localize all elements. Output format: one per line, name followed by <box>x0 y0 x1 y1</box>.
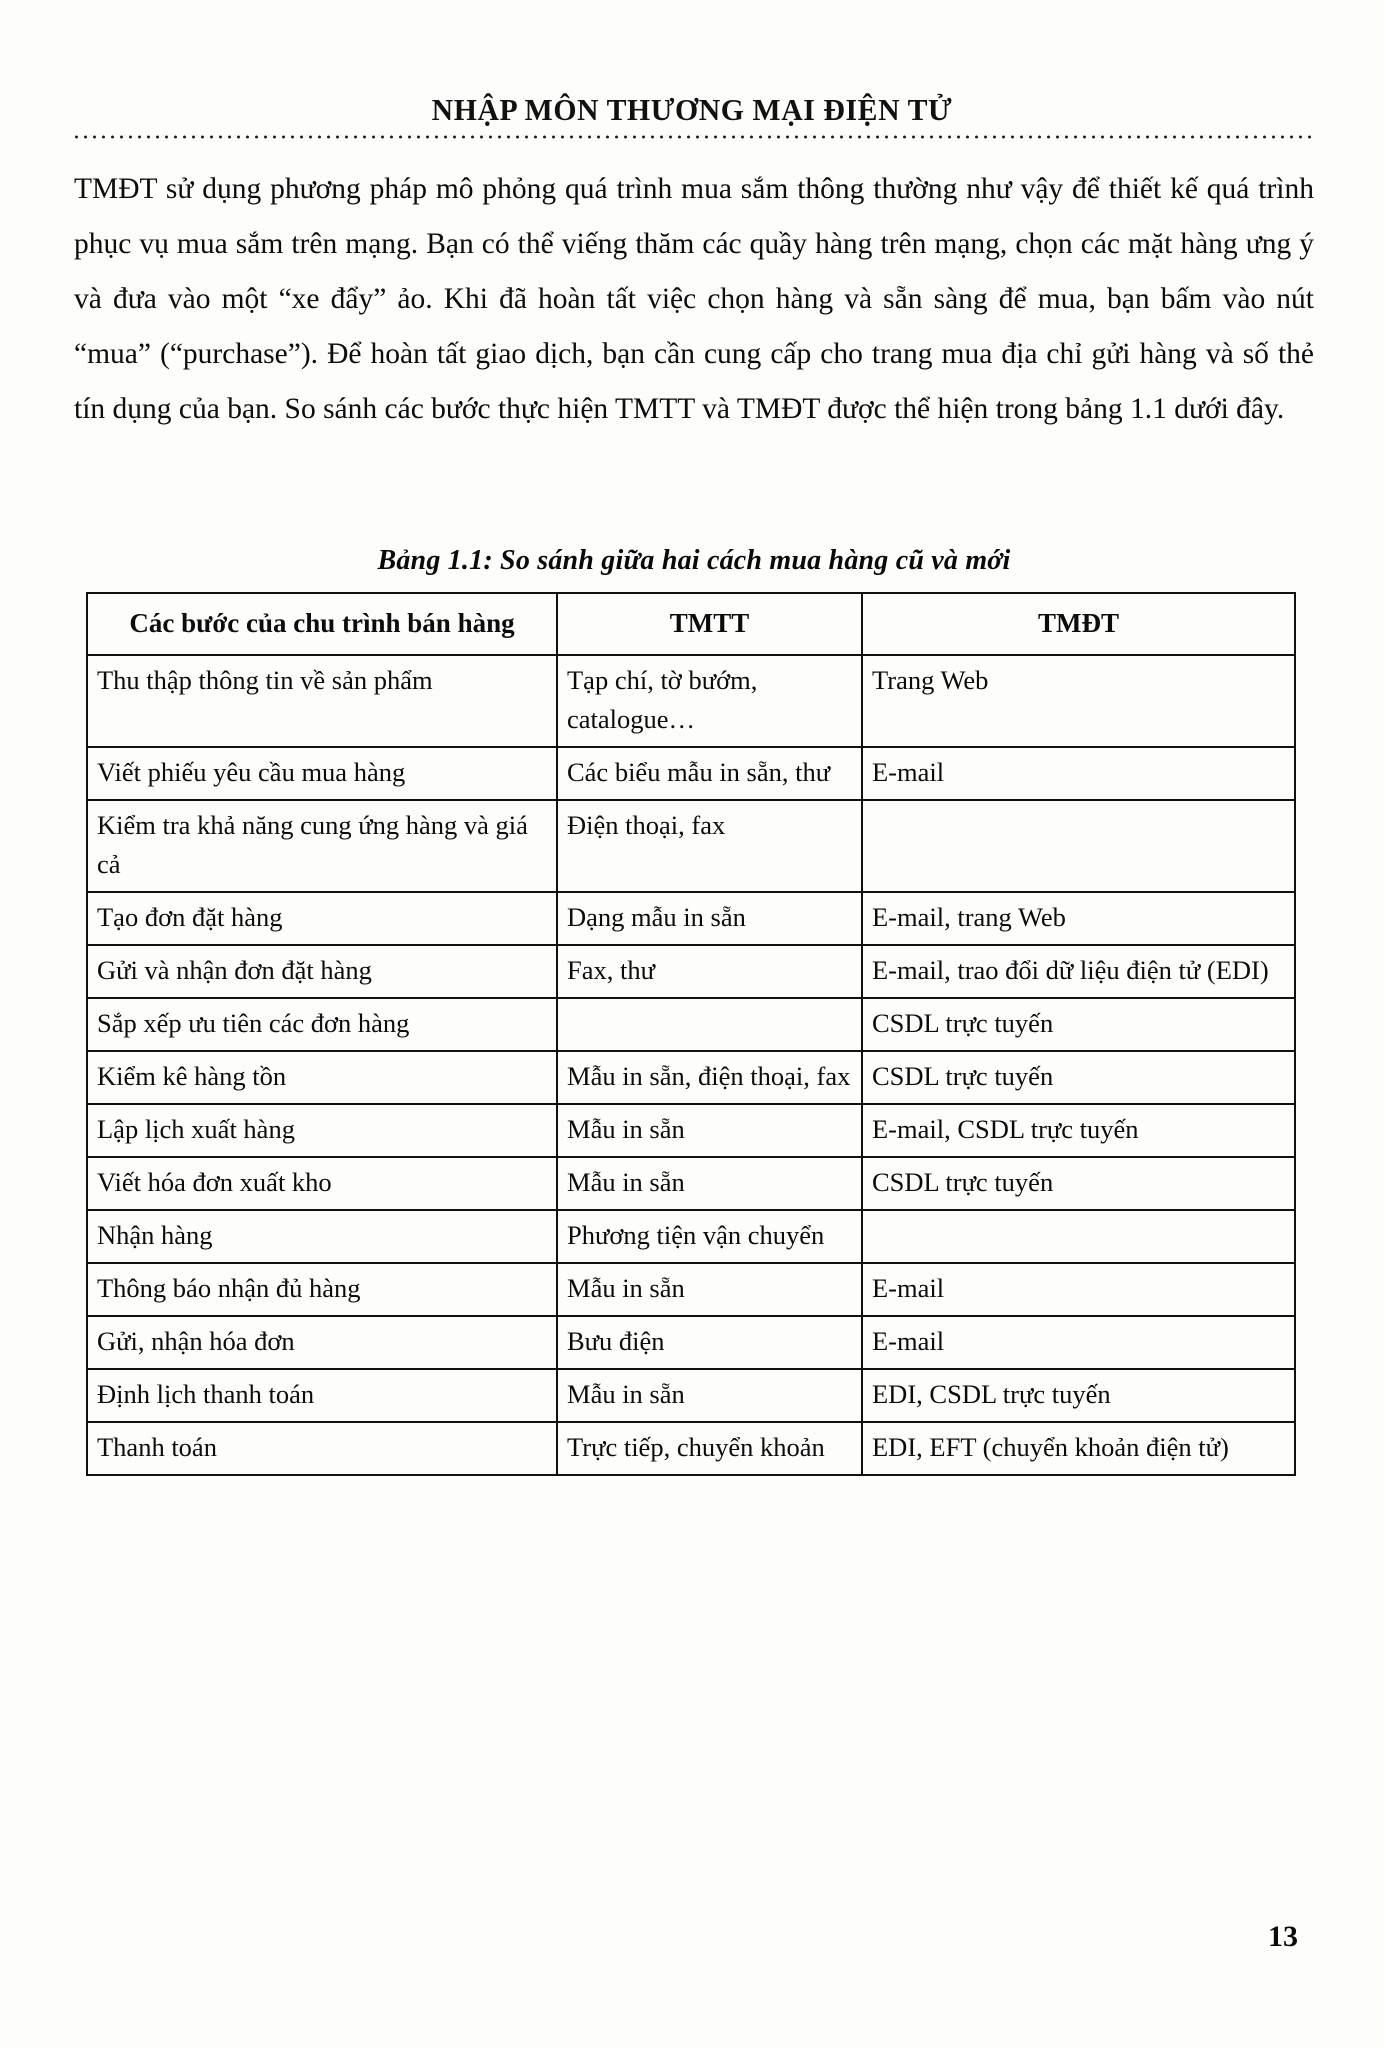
header-dotted-rule <box>72 134 1312 140</box>
cell-tmtt: Phương tiện vận chuyển <box>557 1210 862 1263</box>
cell-tmdt: E-mail, trao đổi dữ liệu điện tử (EDI) <box>862 945 1295 998</box>
table-row <box>87 1422 1295 1475</box>
table-head <box>87 593 1295 655</box>
table-header-row <box>87 593 1295 655</box>
cell-tmdt: E-mail <box>862 747 1295 800</box>
cell-tmtt: Mẫu in sẵn, điện thoại, fax <box>557 1051 862 1104</box>
cell-step: Thu thập thông tin về sản phẩm <box>87 655 557 747</box>
cell-step: Kiểm kê hàng tồn <box>87 1051 557 1104</box>
column-header-steps: Các bước của chu trình bán hàng <box>87 593 557 655</box>
cell-tmtt: Dạng mẫu in sẵn <box>557 892 862 945</box>
cell-step: Gửi, nhận hóa đơn <box>87 1316 557 1369</box>
cell-tmtt: Fax, thư <box>557 945 862 998</box>
column-header-tmtt: TMTT <box>557 593 862 655</box>
table-row <box>87 945 1295 998</box>
cell-tmdt: Trang Web <box>862 655 1295 747</box>
table-body <box>87 655 1295 1475</box>
cell-step: Nhận hàng <box>87 1210 557 1263</box>
cell-tmtt: Mẫu in sẵn <box>557 1263 862 1316</box>
cell-tmdt: CSDL trực tuyến <box>862 998 1295 1051</box>
table-row <box>87 1263 1295 1316</box>
table-row <box>87 1210 1295 1263</box>
table-row <box>87 998 1295 1051</box>
cell-tmtt: Mẫu in sẵn <box>557 1104 862 1157</box>
cell-tmtt: Tạp chí, tờ bướm, catalogue… <box>557 655 862 747</box>
table-row <box>87 892 1295 945</box>
cell-tmtt: Điện thoại, fax <box>557 800 862 892</box>
cell-tmdt <box>862 1210 1295 1263</box>
cell-tmtt: Trực tiếp, chuyển khoản <box>557 1422 862 1475</box>
column-header-tmdt: TMĐT <box>862 593 1295 655</box>
cell-tmtt: Bưu điện <box>557 1316 862 1369</box>
table-row <box>87 800 1295 892</box>
comparison-table-wrapper <box>86 592 1294 1476</box>
page-header <box>72 92 1312 140</box>
table-row <box>87 1369 1295 1422</box>
cell-tmdt: EDI, CSDL trực tuyến <box>862 1369 1295 1422</box>
cell-step: Viết hóa đơn xuất kho <box>87 1157 557 1210</box>
table-row <box>87 1157 1295 1210</box>
cell-step: Thông báo nhận đủ hàng <box>87 1263 557 1316</box>
cell-tmtt: Mẫu in sẵn <box>557 1369 862 1422</box>
body-paragraph: TMĐT sử dụng phương pháp mô phỏng quá trình mua sắm thông thường như vậy để thiết kế quá trình phục vụ mua sắm trên mạng. Bạn có thể viếng thăm các quầy hàng trên mạng, chọn các mặt hàng ưng ý và đưa vào một “xe đẩy” ảo. Khi đã hoàn tất việc chọn hàng và sẵn sàng để mua, bạn bấm vào nút “mua” (“purchase”). Để hoàn tất giao dịch, bạn cần cung cấp cho trang mua địa chỉ gửi hàng và số thẻ tín dụng của bạn. So sánh các bước thực hiện TMTT và TMĐT được thể hiện trong bảng 1.1 dưới đây. <box>74 173 1314 425</box>
cell-step: Lập lịch xuất hàng <box>87 1104 557 1157</box>
table-row <box>87 1316 1295 1369</box>
table-row <box>87 1051 1295 1104</box>
cell-tmdt <box>862 800 1295 892</box>
cell-tmdt: E-mail <box>862 1263 1295 1316</box>
cell-step: Kiểm tra khả năng cung ứng hàng và giá cả <box>87 800 557 892</box>
cell-tmtt: Mẫu in sẵn <box>557 1157 862 1210</box>
cell-tmdt: E-mail, trang Web <box>862 892 1295 945</box>
cell-step: Sắp xếp ưu tiên các đơn hàng <box>87 998 557 1051</box>
cell-tmdt: EDI, EFT (chuyển khoản điện tử) <box>862 1422 1295 1475</box>
cell-tmtt <box>557 998 862 1051</box>
table-row <box>87 747 1295 800</box>
cell-step: Thanh toán <box>87 1422 557 1475</box>
table-row <box>87 655 1295 747</box>
table-caption: Bảng 1.1: So sánh giữa hai cách mua hàng cũ và mới <box>377 545 1011 576</box>
running-head-title: NHẬP MÔN THƯƠNG MẠI ĐIỆN TỬ <box>431 92 953 127</box>
cell-step: Tạo đơn đặt hàng <box>87 892 557 945</box>
cell-tmdt: CSDL trực tuyến <box>862 1051 1295 1104</box>
page-number: 13 <box>1268 1920 1298 1953</box>
cell-step: Định lịch thanh toán <box>87 1369 557 1422</box>
cell-tmdt: E-mail <box>862 1316 1295 1369</box>
cell-step: Viết phiếu yêu cầu mua hàng <box>87 747 557 800</box>
comparison-table <box>86 592 1296 1476</box>
cell-tmtt: Các biểu mẫu in sẵn, thư <box>557 747 862 800</box>
table-row <box>87 1104 1295 1157</box>
cell-tmdt: E-mail, CSDL trực tuyến <box>862 1104 1295 1157</box>
cell-step: Gửi và nhận đơn đặt hàng <box>87 945 557 998</box>
cell-tmdt: CSDL trực tuyến <box>862 1157 1295 1210</box>
body-paragraph-block <box>74 162 1314 437</box>
